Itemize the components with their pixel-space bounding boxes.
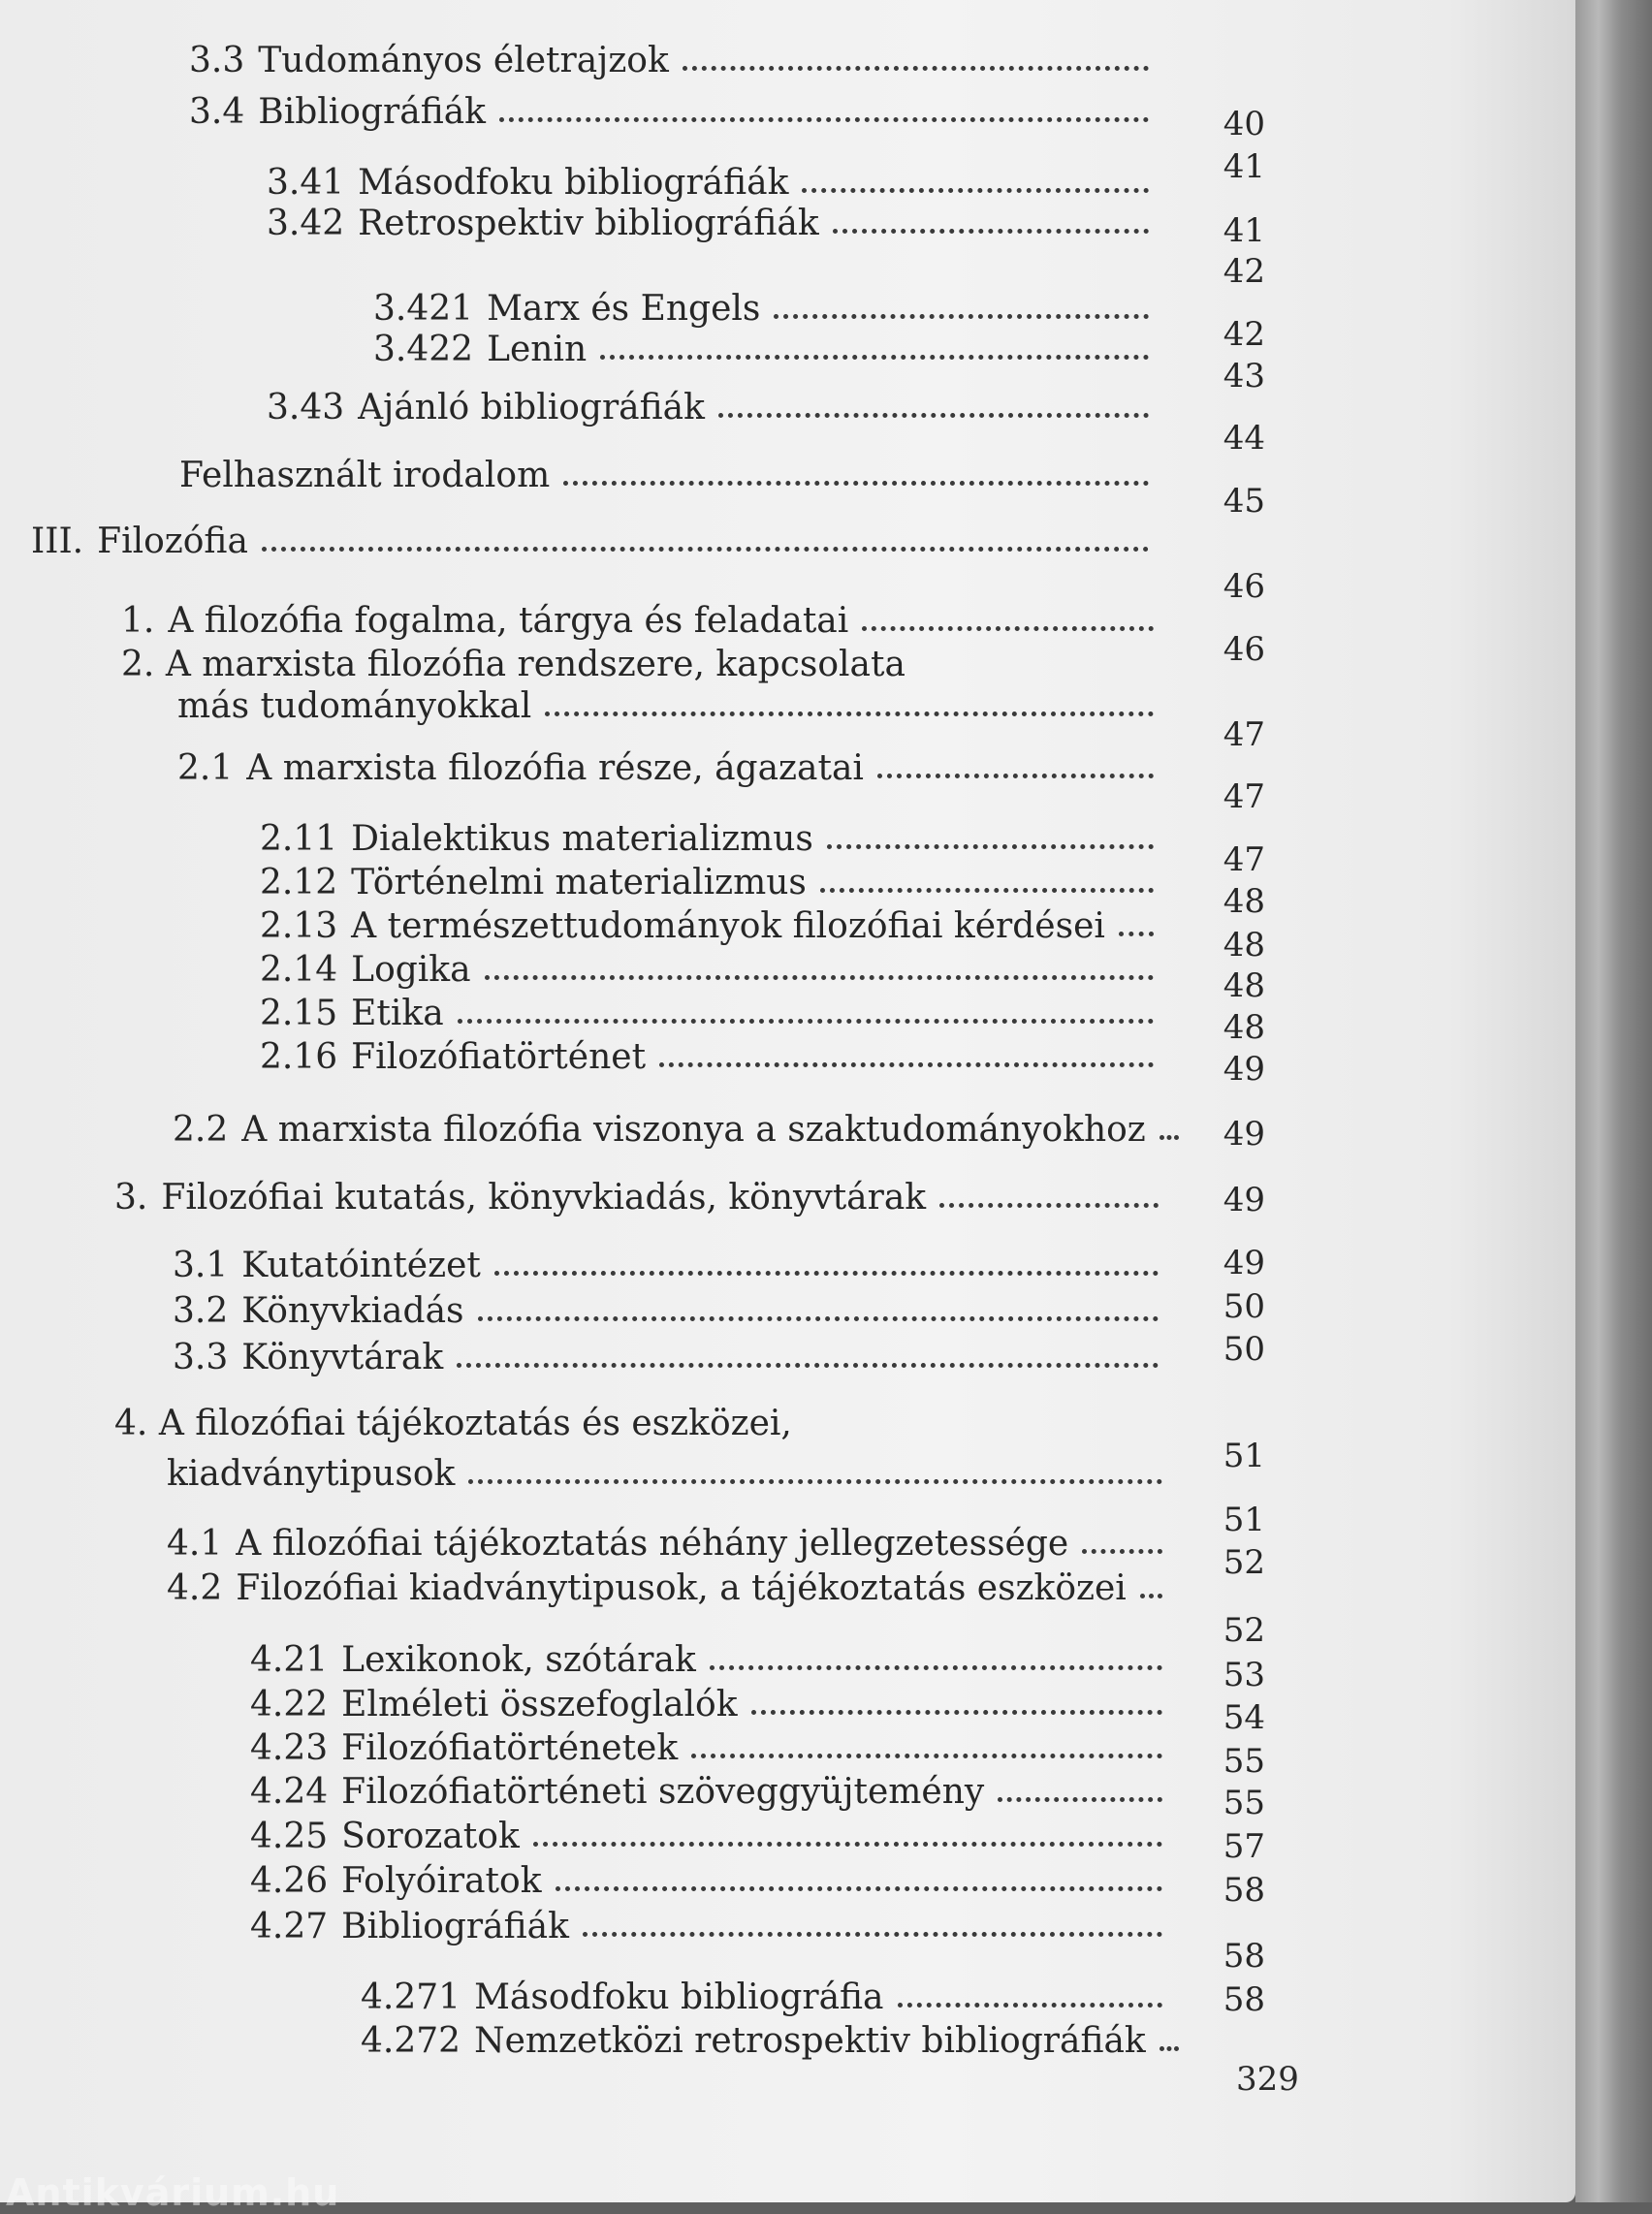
- leader-dots: [533, 1842, 1162, 1847]
- entry-number: 4.272: [361, 2021, 461, 2061]
- entry-title: Lenin: [487, 330, 588, 369]
- toc-entry: [31, 522, 1149, 562]
- entry-title: A marxista filozófia viszonya a szaktudományokhoz: [241, 1110, 1146, 1150]
- leader-dots: [494, 1271, 1159, 1276]
- leader-dots: [563, 481, 1149, 486]
- page-number: 53: [1223, 1656, 1265, 1694]
- page-number: 51: [1223, 1501, 1265, 1539]
- entry-number: 2.15: [260, 994, 338, 1033]
- entry-number: 4.: [114, 1404, 148, 1443]
- entry-number: 3.1: [173, 1246, 229, 1285]
- entry-title: Nemzetközi retrospektiv bibliográfiák: [474, 2021, 1146, 2061]
- toc-entry: [260, 863, 1154, 903]
- leader-dots: [751, 1710, 1162, 1715]
- toc-entry-first-line: [121, 645, 905, 684]
- entry-title: Másodfoku bibliográfia: [474, 1977, 884, 2017]
- toc-entry: [373, 330, 1149, 370]
- page-number: 42: [1223, 252, 1265, 291]
- leader-dots: [499, 117, 1149, 122]
- page-number: 57: [1223, 1827, 1265, 1866]
- page-number: 58: [1223, 1937, 1265, 1976]
- toc-entry: [173, 1110, 1154, 1151]
- toc-entry: [260, 819, 1154, 860]
- leader-dots: [1160, 1135, 1179, 1140]
- toc-entry: [361, 1977, 1162, 2018]
- page-number: 58: [1223, 1980, 1265, 2019]
- folio-page-number: 329: [1236, 2060, 1299, 2099]
- leader-dots: [600, 355, 1149, 360]
- toc-entry: [267, 204, 1149, 244]
- entry-number: 4.25: [250, 1817, 329, 1856]
- page-number: 48: [1223, 926, 1265, 965]
- entry-number: 4.27: [250, 1907, 329, 1946]
- page-number: 46: [1223, 630, 1265, 669]
- entry-title: Filozófiai kutatás, könyvkiadás, könyvtárak: [161, 1178, 927, 1218]
- entry-number: 4.271: [361, 1977, 461, 2017]
- entry-number: 3.: [114, 1178, 148, 1218]
- toc-entry: [167, 1454, 1162, 1495]
- toc-entry: [260, 950, 1154, 991]
- page-number: 43: [1223, 357, 1265, 395]
- entry-number: 4.23: [250, 1728, 329, 1768]
- entry-number: 3.43: [267, 388, 345, 427]
- page-number: 50: [1223, 1287, 1265, 1326]
- page-number: 45: [1223, 482, 1265, 521]
- entry-number: 4.26: [250, 1861, 329, 1901]
- leader-dots: [862, 626, 1154, 631]
- page-number: 52: [1223, 1543, 1265, 1582]
- leader-dots: [683, 66, 1149, 71]
- page-number: 47: [1223, 840, 1265, 879]
- leader-dots: [939, 1203, 1159, 1208]
- page-number: 49: [1223, 1115, 1265, 1154]
- toc-entry: [121, 601, 1154, 642]
- entry-title: Bibliográfiák: [341, 1907, 569, 1946]
- leader-dots: [458, 1019, 1154, 1024]
- leader-dots: [583, 1932, 1162, 1937]
- leader-dots: [1119, 932, 1154, 936]
- leader-dots: [468, 1479, 1162, 1484]
- leader-dots: [1082, 1549, 1162, 1554]
- entry-number: 4.1: [167, 1524, 223, 1564]
- toc-entry: [189, 41, 1149, 81]
- page-number: 40: [1223, 105, 1265, 143]
- entry-number: 3.2: [173, 1291, 229, 1331]
- entry-number: 4.24: [250, 1772, 329, 1812]
- entry-title: A filozófiai tájékoztatás és eszközei,: [158, 1404, 792, 1443]
- toc-entry: [250, 1640, 1162, 1681]
- leader-dots: [774, 314, 1149, 319]
- entry-number: 4.21: [250, 1640, 329, 1680]
- leader-dots: [1140, 1594, 1162, 1598]
- page-number: 54: [1223, 1698, 1265, 1737]
- entry-title: Lexikonok, szótárak: [341, 1640, 696, 1680]
- toc-entry: [250, 1728, 1162, 1769]
- toc-entry: [267, 388, 1149, 428]
- page-number: 51: [1223, 1437, 1265, 1475]
- page-number: 49: [1223, 1050, 1265, 1089]
- leader-dots: [827, 844, 1154, 849]
- toc-entry: [173, 1291, 1159, 1332]
- page-edge-stack: [1575, 0, 1652, 2202]
- toc-entry: [373, 289, 1149, 330]
- toc-entry: [177, 748, 1154, 789]
- entry-title: Felhasznált irodalom: [179, 456, 551, 495]
- page-number: 55: [1223, 1784, 1265, 1822]
- leader-dots: [802, 188, 1149, 193]
- entry-number: 3.42: [267, 204, 345, 243]
- entry-number: 3.41: [267, 163, 345, 203]
- entry-number: 3.421: [373, 289, 474, 329]
- entry-title: Könyvtárak: [241, 1338, 444, 1377]
- entry-number: 3.4: [189, 92, 245, 132]
- toc-entry: [177, 686, 1154, 727]
- toc-entry: [250, 1685, 1162, 1725]
- entry-number: 3.3: [189, 41, 245, 80]
- page-number: 48: [1223, 966, 1265, 1005]
- entry-title: Másodfoku bibliográfiák: [358, 163, 789, 203]
- leader-dots: [833, 229, 1149, 234]
- page-number: 41: [1223, 147, 1265, 186]
- toc-entry: [361, 2021, 1162, 2062]
- toc-entry: [250, 1907, 1162, 1947]
- entry-title: A természettudományok filozófiai kérdései: [351, 906, 1105, 946]
- leader-dots: [691, 1754, 1162, 1758]
- entry-title: Elméleti összefoglalók: [341, 1685, 738, 1724]
- entry-title: Etika: [351, 994, 444, 1033]
- entry-number: 2.13: [260, 906, 338, 946]
- entry-title: Folyóiratok: [341, 1861, 542, 1901]
- entry-number: 2.2: [173, 1110, 229, 1150]
- entry-title: Sorozatok: [341, 1817, 520, 1856]
- entry-title: Dialektikus materializmus: [351, 819, 813, 859]
- leader-dots: [485, 975, 1154, 980]
- entry-title: A filozófia fogalma, tárgya és feladatai: [168, 601, 849, 641]
- page-number: 50: [1223, 1330, 1265, 1369]
- entry-number: 3.422: [373, 330, 474, 369]
- page-number: 58: [1223, 1871, 1265, 1910]
- toc-entry: [167, 1524, 1162, 1565]
- toc-entry: [114, 1178, 1159, 1218]
- page-number: 52: [1223, 1611, 1265, 1650]
- entry-title: A marxista filozófia rendszere, kapcsolata: [165, 645, 905, 684]
- leader-dots: [262, 547, 1149, 552]
- entry-title: Filozófiatörténetek: [341, 1728, 679, 1768]
- page-number: 44: [1223, 419, 1265, 458]
- entry-title: Kutatóintézet: [241, 1246, 481, 1285]
- entry-title: Filozófia: [97, 522, 248, 561]
- page-number: 42: [1223, 315, 1265, 354]
- leader-dots: [898, 2003, 1162, 2008]
- entry-title-continued: kiadványtipusok: [167, 1454, 456, 1494]
- leader-dots: [820, 888, 1154, 893]
- toc-entry: [260, 906, 1154, 947]
- entry-title: Ajánló bibliográfiák: [358, 388, 705, 427]
- toc-entry: [260, 994, 1154, 1034]
- page-number: 55: [1223, 1742, 1265, 1781]
- entry-title: Történelmi materializmus: [351, 863, 807, 902]
- toc-entry: [250, 1817, 1162, 1857]
- entry-title: A marxista filozófia része, ágazatai: [246, 748, 864, 788]
- entry-title: Filozófiai kiadványtipusok, a tájékoztatás eszközei: [236, 1568, 1127, 1608]
- entry-number: 4.22: [250, 1685, 329, 1724]
- page-number: 48: [1223, 882, 1265, 921]
- entry-number: 1.: [121, 601, 155, 641]
- leader-dots: [556, 1886, 1162, 1891]
- leader-dots: [457, 1363, 1159, 1368]
- entry-number: 2.12: [260, 863, 338, 902]
- entry-title: Könyvkiadás: [241, 1291, 464, 1331]
- entry-title: Retrospektiv bibliográfiák: [358, 204, 819, 243]
- entry-number: 2.14: [260, 950, 338, 990]
- page-number: 48: [1223, 1008, 1265, 1047]
- leader-dots: [877, 774, 1154, 778]
- entry-title: Filozófiatörténeti szöveggyüjtemény: [341, 1772, 985, 1812]
- entry-title: Filozófiatörténet: [351, 1037, 647, 1077]
- page-number: 49: [1223, 1244, 1265, 1282]
- leader-dots: [659, 1062, 1154, 1067]
- leader-dots: [478, 1316, 1159, 1321]
- toc-entry: [173, 1338, 1159, 1378]
- toc-entry: [250, 1772, 1162, 1813]
- entry-title: Tudományos életrajzok: [258, 41, 669, 80]
- entry-number: III.: [31, 522, 84, 561]
- toc-entry: [179, 456, 1149, 496]
- entry-title: Bibliográfiák: [258, 92, 486, 132]
- entry-number: 3.3: [173, 1338, 229, 1377]
- toc-entry-first-line: [114, 1404, 792, 1443]
- entry-title: Marx és Engels: [487, 289, 761, 329]
- watermark: Antikvárium.hu: [6, 2171, 340, 2214]
- leader-dots: [718, 413, 1149, 418]
- page-number: 47: [1223, 715, 1265, 754]
- page-number: 47: [1223, 777, 1265, 816]
- leader-dots: [710, 1665, 1162, 1670]
- entry-title: A filozófiai tájékoztatás néhány jellegzetessége: [236, 1524, 1069, 1564]
- toc-entry: [260, 1037, 1154, 1078]
- leader-dots: [1160, 2046, 1179, 2051]
- leader-dots: [998, 1797, 1162, 1802]
- entry-number: 2.1: [177, 748, 234, 788]
- page-number: 46: [1223, 567, 1265, 606]
- toc-entry: [173, 1246, 1159, 1286]
- entry-title-continued: más tudományokkal: [177, 686, 532, 726]
- entry-number: 4.2: [167, 1568, 223, 1608]
- toc-entry: [250, 1861, 1162, 1902]
- page-number: 49: [1223, 1181, 1265, 1219]
- leader-dots: [545, 712, 1154, 716]
- page-number: 41: [1223, 211, 1265, 250]
- toc-entry: [167, 1568, 1162, 1609]
- toc-entry: [267, 163, 1149, 204]
- entry-number: 2.11: [260, 819, 338, 859]
- entry-number: 2.16: [260, 1037, 338, 1077]
- entry-title: Logika: [351, 950, 471, 990]
- entry-number: 2.: [121, 645, 155, 684]
- toc-entry: [189, 92, 1149, 133]
